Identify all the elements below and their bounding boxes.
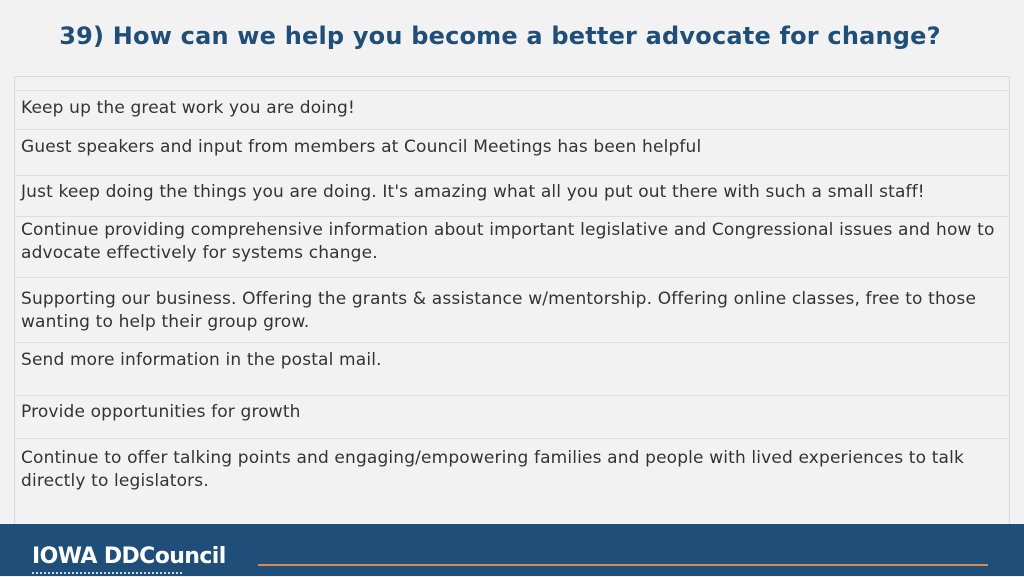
response-text: Supporting our business. Offering the grants & assistance w/mentorship. Offering online classes, free to those wanting to help their group grow.: [21, 289, 977, 332]
response-text: Send more information in the postal mail.: [21, 350, 382, 370]
response-text: Provide opportunities for growth: [21, 402, 301, 422]
response-text: Just keep doing the things you are doing. It's amazing what all you put out there with such a small staff!: [21, 182, 925, 202]
table-header-row: [15, 77, 1009, 91]
logo-tagline-decoration: [32, 572, 182, 577]
table-row: [15, 91, 1009, 130]
table-row: [15, 396, 1009, 439]
table-row: [15, 217, 1009, 278]
response-text: Keep up the great work you are doing!: [21, 98, 355, 118]
table-row: [15, 278, 1009, 343]
table-row: [15, 343, 1009, 396]
response-text: Guest speakers and input from members at Council Meetings has been helpful: [21, 137, 702, 157]
table-row: [15, 176, 1009, 217]
responses-table: [14, 76, 1010, 524]
table-row: [15, 130, 1009, 176]
response-text: Continue to offer talking points and engaging/empowering families and people with lived experiences to talk directly to legislators.: [21, 448, 964, 491]
iowa-ddcouncil-logo: IOWA DDCouncil: [32, 544, 226, 569]
footer-bar: [0, 524, 1024, 576]
footer-accent-line: [258, 564, 988, 566]
table-row: [15, 439, 1009, 523]
response-text: Continue providing comprehensive information about important legislative and Congressional issues and how to advocate effectively for systems change.: [21, 220, 995, 263]
slide-title: 39) How can we help you become a better advocate for change?: [59, 22, 941, 50]
